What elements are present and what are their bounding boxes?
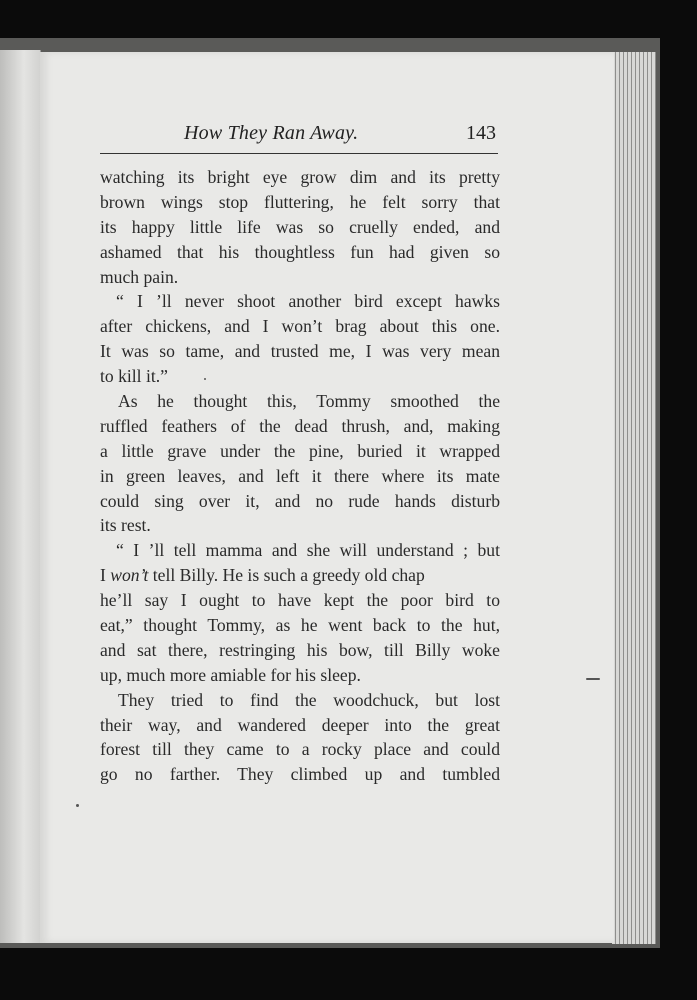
text-line: ashamed that his thoughtless fun had given so: [100, 241, 500, 262]
text-line: he’ll say I ought to have kept the poor bird to: [100, 590, 500, 611]
text-line: “ I ’ll tell mamma and she will understand ; but: [116, 540, 500, 561]
book-page: [40, 52, 614, 943]
header-rule: [100, 153, 498, 154]
text-line: could sing over it, and no rude hands disturb: [100, 490, 500, 511]
text-line: its happy little life was so cruelly ended, and: [100, 216, 500, 237]
facing-page-edge: [0, 50, 41, 943]
text-line: ruffled feathers of the dead thrush, and, making: [100, 415, 500, 436]
text-line: It was so tame, and trusted me, I was very mean: [100, 341, 500, 362]
text-line: and sat there, restringing his bow, till Billy woke: [100, 639, 500, 660]
text-line: in green leaves, and left it there where its mate: [100, 465, 500, 486]
text-line: forest till they came to a rocky place and could: [100, 739, 500, 760]
text-line: after chickens, and I won’t brag about this one.: [100, 316, 500, 337]
page-number: 143: [466, 122, 496, 144]
emphasized-word: won’t: [110, 565, 149, 586]
text-line: up, much more amiable for his sleep.: [100, 664, 361, 685]
text-line: “ I ’ll never shoot another bird except hawks: [116, 291, 500, 312]
text-line: eat,” thought Tommy, as he went back to the hut,: [100, 615, 500, 636]
body-text: [100, 165, 500, 787]
text-fragment: I: [100, 565, 106, 586]
text-line: They tried to find the woodchuck, but lost: [118, 689, 500, 710]
page-stack-edges: [612, 52, 656, 944]
text-line: their way, and wandered deeper into the great: [100, 714, 500, 735]
text-line: brown wings stop fluttering, he felt sorry that: [100, 191, 500, 212]
page-header: [102, 118, 496, 148]
paper-speck: [76, 804, 79, 807]
text-line-with-emphasis: [100, 563, 500, 588]
text-line: a little grave under the pine, buried it wrapped: [100, 440, 500, 461]
text-line: go no farther. They climbed up and tumbled: [100, 764, 500, 785]
text-line: much pain.: [100, 266, 179, 287]
running-head: How They Ran Away.: [184, 122, 359, 144]
text-line: its rest.: [100, 515, 151, 536]
paper-speck: [586, 678, 600, 680]
text-line: watching its bright eye grow dim and its pretty: [100, 167, 500, 187]
text-line: to kill it.”: [100, 366, 168, 387]
text-fragment: tell Billy. He is such a greedy old chap: [152, 565, 425, 586]
text-line: As he thought this, Tommy smoothed the: [118, 391, 500, 412]
paper-speck: [204, 378, 206, 380]
